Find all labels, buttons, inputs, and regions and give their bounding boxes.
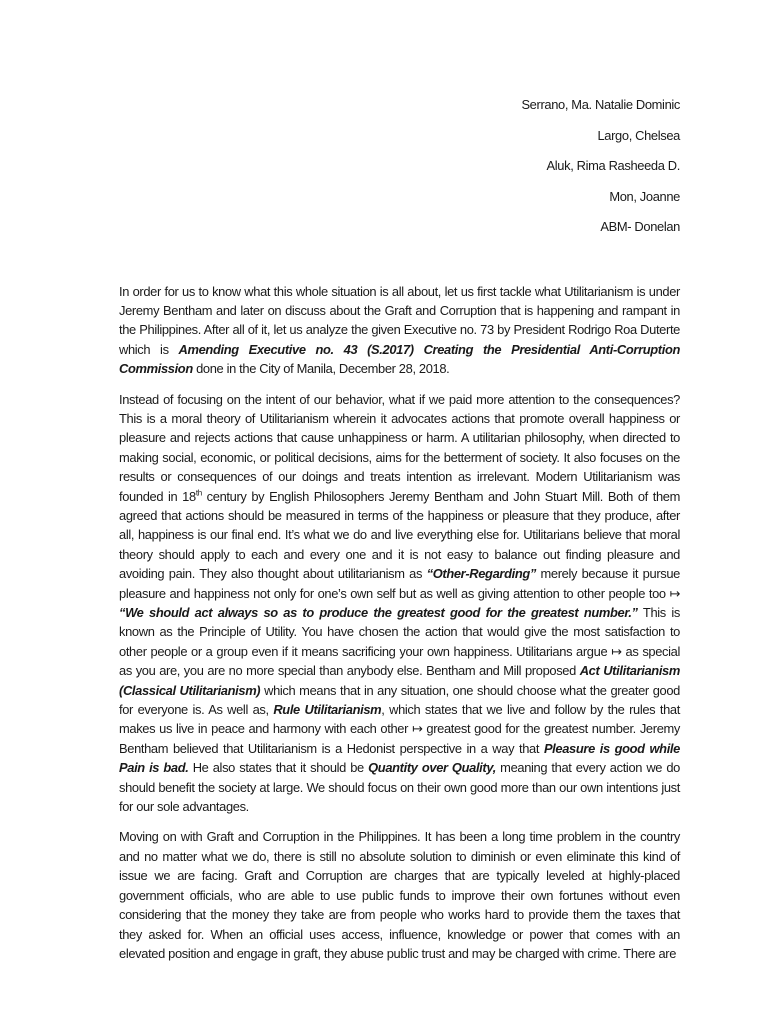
text-run: Instead of focusing on the intent of our behavior, what if we paid more attention to the consequences? This is a moral theory of Utilitarianism wherein it advocates actions that promote overall happiness or pleasure and rejects actions that cause unhappiness or harm. A utilitarian philosophy, when directed to making social, economic, or political decisions, aims for the betterment of society. It also focuses on the results or consequences of our doings and treats intention as irrelevant. Modern Utilitarianism was founded in 18	[119, 391, 680, 504]
emphasis-other-regarding: “Other-Regarding”	[426, 566, 536, 582]
principle-of-utility-quote: “We should act always so as to produce the greatest good for the greatest number.”	[119, 605, 638, 620]
text-run: This is known as the Principle of Utility. You have chosen the action that would give the most satisfaction to other people or a group even if it means sacrificing your own happiness. Utilitarians argue	[119, 605, 680, 659]
text-run: as special as you are, you are no more special than anybody else. Bentham and Mill proposed	[119, 643, 680, 679]
author-name: Serrano, Ma. Natalie Dominic	[521, 97, 680, 112]
paragraph-graft-corruption	[119, 827, 680, 963]
text-run: century by English Philosophers Jeremy Bentham and John Stuart Mill. Both of them agreed that actions should be measured in terms of the happiness or pleasure that they produce, after all, happiness is our final end. It’s what we do and live everything else for. Utilitarians believe that moral theory should apply to each and every one and it is not easy to balance out finding pleasure and avoiding pain. They also thought about utilitarianism as	[119, 488, 680, 582]
text-run: which means that in any situation, one should choose what the greater good for everyone is. As well as,	[119, 682, 680, 718]
executive-order-title: Amending Executive no. 43 (S.2017) Creating the Presidential Anti-Corruption Commission	[119, 341, 681, 377]
author-name: Largo, Chelsea	[597, 127, 680, 143]
ordinal-suffix: th	[195, 488, 202, 498]
maps-to-arrow-icon: ↦	[611, 643, 622, 659]
emphasis-quantity-quality: Quantity over Quality,	[368, 760, 496, 776]
text-run: merely because it pursue pleasure and happiness not only for one’s own self but as well as giving attention to other people too	[119, 566, 680, 601]
text-run: meaning that every action we do should benefit the society at large. We should focus on their own good more than our own intentions just for our sole advantages.	[119, 760, 680, 815]
paragraph-introduction	[119, 282, 680, 379]
text-run: , which states that we live and follow by the rules that makes us live in peace and harmony with each other	[119, 702, 680, 737]
author-name: Mon, Joanne	[609, 188, 680, 204]
emphasis-act-utilitarianism: Act Utilitarianism (Classical Utilitarianism)	[119, 663, 680, 698]
emphasis-rule-utilitarianism: Rule Utilitarianism	[273, 702, 382, 718]
text-run: Moving on with Graft and Corruption in the Philippines. It has been a long time problem in the country and no matter what we do, there is still no absolute solution to diminish or even eliminate this kind of issue we are facing. Graft and Corruption are charges that are typically leveled at highly-placed government officials, who are able to use public funds to improve their own fortunes without even considering that the money they take are from people who works hard to provide them the taxes that they asked for. When an official uses access, influence, knowledge or power that comes with an elevated position and engage in graft, they abuse public trust and may be charged with crime. There are	[119, 829, 680, 961]
paragraph-utilitarianism	[119, 390, 680, 817]
maps-to-arrow-icon: ↦	[412, 721, 423, 737]
text-run: done in the City of Manila, December 28, 2018.	[192, 361, 450, 377]
section-name: ABM- Donelan	[600, 219, 680, 234]
author-name: Aluk, Rima Rasheeda D.	[546, 158, 680, 173]
emphasis-pleasure-pain: Pleasure is good while Pain is bad.	[119, 740, 680, 776]
maps-to-arrow-icon: ↦	[669, 585, 680, 601]
text-run: He also states that it should be	[188, 760, 369, 776]
text-run: greatest good for the greatest number. Jeremy Bentham believed that Utilitarianism is a Hedonist perspective in a way that	[119, 721, 680, 756]
text-run: In order for us to know what this whole situation is all about, let us first tackle what Utilitarianism is under Jeremy Bentham and later on discuss about the Graft and Corruption that is happening and rampant in the Philippines. After all of it, let us analyze the given Executive no. 73 by President Rodrigo Roa Duterte which is	[119, 283, 680, 357]
author-block	[119, 90, 680, 243]
